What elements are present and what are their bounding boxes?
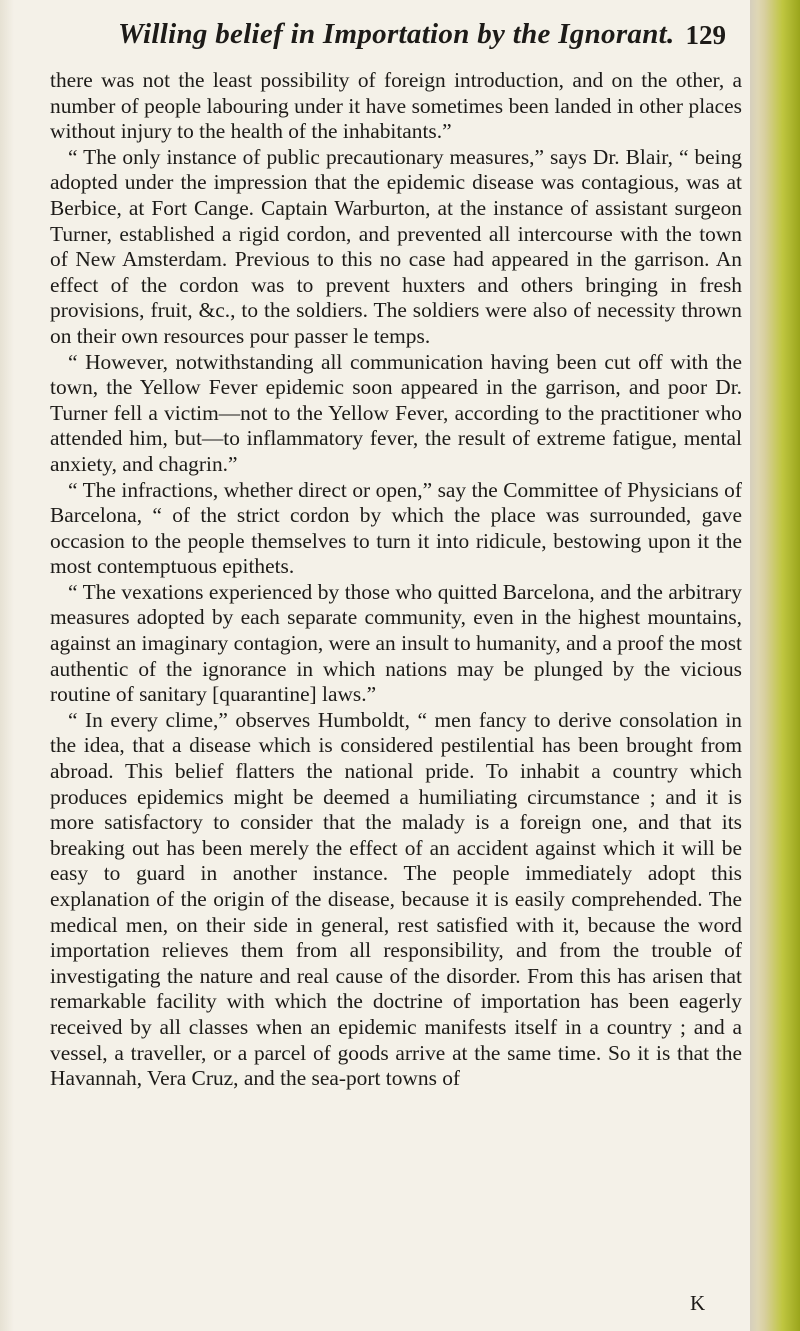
body-text xyxy=(50,68,742,1092)
gutter-shadow xyxy=(0,0,14,1331)
paragraph-1: there was not the least possibility of foreign introduction, and on the other, a number of people labouring under it have sometimes been landed in other places without injury to the health of the inhabitants.” xyxy=(50,68,742,144)
paragraph-3: “ However, notwithstanding all communication having been cut off with the town, the Yellow Fever epidemic soon appeared in the garrison, and poor Dr. Turner fell a victim—not to the Yellow Fever, according to the practitioner who attended him, but—to inflammatory fever, the result of extreme fatigue, mental anxiety, and chagrin.” xyxy=(50,349,742,476)
paragraph-6: “ In every clime,” observes Humboldt, “ men fancy to derive consolation in the idea, that a disease which is considered pestilential has been brought from abroad. This belief flatters the national pride. To inhabit a country which produces epidemics might be deemed a humiliating circumstance ; and it is more satisfactory to consider that the malady is a foreign one, and that its breaking out has been merely the effect of an accident against which it will be easy to guard in another instance. The people immediately adopt this explanation of the origin of the disease, because it is easily comprehended. The medical men, on their side in general, rest satisfied with it, because the word importation relieves them from all responsibility, and from the trouble of investigating the nature and real cause of the disorder. From this has arisen that remarkable facility with which the doctrine of importation has been eagerly received by all classes when an epidemic manifests itself in a country ; and a vessel, a traveller, or a parcel of goods arrive at the same time. So it is that the Havannah, Vera Cruz, and the sea-port towns of xyxy=(50,707,742,1091)
paragraph-5: “ The vexations experienced by those who quitted Barcelona, and the arbitrary measures adopted by each separate community, even in the highest mountains, against an imaginary contagion, were an insult to humanity, and a proof the most authentic of the ignorance in which nations may be plunged by the vicious routine of sanitary [quarantine] laws.” xyxy=(50,579,742,707)
page-header xyxy=(48,18,748,68)
page-number: 129 xyxy=(685,20,726,50)
page-edge xyxy=(750,0,800,1331)
paragraph-4: “ The infractions, whether direct or open,” say the Committee of Physicians of Barcelona, “ of the strict cordon by which the place was surrounded, gave occasion to the people themselves to turn it into ridicule, bestowing upon it the most contemptuous epithets. xyxy=(50,477,742,579)
running-title: Willing belief in Importation by the Ignorant. xyxy=(118,18,675,50)
signature-mark: K xyxy=(690,1291,706,1315)
paragraph-2: “ The only instance of public precautionary measures,” says Dr. Blair, “ being adopted under the impression that the epidemic disease was contagious, was at Berbice, at Fort Cange. Captain Warburton, at the instance of assistant surgeon Turner, established a rigid cordon, and prevented all intercourse with the town of New Amsterdam. Previous to this no case had appeared in the garrison. An effect of the cordon was to prevent huxters and others bringing in fresh provisions, fruit, &c., to the soldiers. The soldiers were also of necessity thrown on their own resources pour passer le temps. xyxy=(50,144,742,348)
page-edge-shadow xyxy=(750,0,758,1331)
